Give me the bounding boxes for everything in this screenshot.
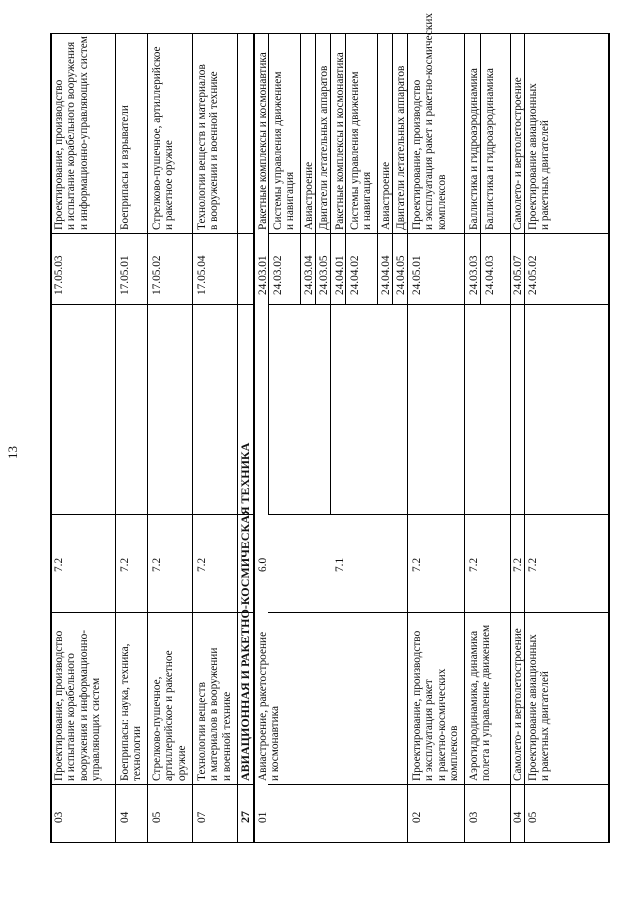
- row-name: Самолето- и вертолетостроение: [512, 628, 524, 781]
- table-bottom-border: [608, 33, 610, 843]
- table-top-border: [50, 33, 52, 843]
- row-spec-code: 17.05.01: [119, 255, 131, 295]
- row-spec-name: Стрелково-пушечное, артиллерийское и ракетное оружие: [151, 46, 176, 230]
- row-level: 7.2: [196, 557, 208, 572]
- row-level: 7.2: [468, 557, 480, 572]
- row-spec-name: Авиастроение: [380, 161, 392, 230]
- row-spec-code: 24.03.05: [318, 255, 330, 295]
- row-name: Технологии веществ и материалов в вооружении и военной технике: [196, 647, 233, 781]
- row-name: Боеприпасы: наука, техника, технологии: [119, 643, 144, 781]
- row-level: 7.2: [512, 557, 524, 572]
- row-divider: [300, 33, 301, 305]
- row-spec-code: 24.05.07: [512, 255, 524, 295]
- row-spec-name: Боеприпасы и взрыватели: [119, 105, 131, 230]
- row-divider: [115, 33, 116, 843]
- row-spec-name: Авиастроение: [303, 161, 315, 230]
- row-spec-code: 24.04.04: [380, 255, 392, 295]
- row-spec-name: Самолето- и вертолетостроение: [512, 77, 524, 230]
- row-spec-code: 17.05.04: [196, 255, 208, 295]
- row-level: 7.2: [151, 557, 163, 572]
- page-number: 13: [5, 446, 20, 459]
- row-spec-code: 24.04.05: [395, 255, 407, 295]
- row-level: 7.1: [334, 557, 346, 572]
- row-spec-name: Ракетные комплексы и космонавтика: [334, 52, 346, 230]
- row-divider: [147, 33, 148, 843]
- column-divider: [50, 612, 253, 613]
- row-level: 7.2: [119, 557, 131, 572]
- column-divider: [268, 304, 610, 305]
- row-spec-name: Системы управления движением и навигация: [349, 71, 374, 230]
- row-spec-code: 24.04.03: [484, 255, 496, 295]
- row-spec-name: Технологии веществ и материалов в вооружении и военной технике: [196, 64, 221, 230]
- row-divider: [192, 33, 193, 843]
- row-spec-name: Ракетные комплексы и космонавтика: [257, 52, 269, 230]
- row-spec-name: Проектирование авиационных и ракетных двигателей: [527, 83, 552, 230]
- row-code: 07: [196, 811, 208, 823]
- row-spec-name: Проектирование, производство и эксплуатация ракет и ракетно-космических комплексов: [411, 12, 448, 230]
- row-spec-name: Баллистика и гидроаэродинамика: [484, 68, 496, 230]
- table-right-border: [50, 33, 610, 34]
- row-spec-code: 24.04.02: [349, 255, 361, 295]
- specialties-table: [50, 12, 610, 843]
- row-spec-code: 24.03.03: [468, 255, 480, 295]
- row-code: 03: [53, 811, 65, 823]
- section-code: 27: [238, 811, 252, 823]
- row-code: 01: [257, 811, 269, 823]
- row-spec-name: Системы управления движением и навигация: [272, 71, 297, 230]
- row-code: 05: [151, 811, 163, 823]
- row-spec-code: 17.05.02: [151, 255, 163, 295]
- row-name: Авиастроение, ракетостроение и космонавтика: [257, 631, 282, 781]
- row-level: 7.2: [411, 557, 423, 572]
- row-spec-code: 24.05.02: [527, 255, 539, 295]
- row-level: 7.2: [53, 557, 65, 572]
- row-spec-code: 24.04.01: [334, 255, 346, 295]
- row-name: Проектирование, производство и испытание корабельного вооружения и информационно- управляющих систем: [53, 629, 103, 781]
- row-name: Стрелково-пушечное, артиллерийское и ракетное оружие: [151, 650, 188, 781]
- row-spec-name: Баллистика и гидроаэродинамика: [468, 68, 480, 230]
- row-code: 04: [512, 811, 524, 823]
- row-spec-code: 17.05.03: [53, 255, 65, 295]
- row-code: 03: [468, 811, 480, 823]
- row-code: 05: [527, 811, 539, 823]
- row-spec-code: 24.05.01: [411, 255, 423, 295]
- column-divider: [268, 514, 610, 515]
- table-left-border: [50, 842, 610, 843]
- column-divider: [50, 784, 253, 785]
- row-divider: [377, 33, 378, 305]
- row-name: Аэрогидродинамика, динамика полета и управление движением: [468, 624, 493, 781]
- row-code: 04: [119, 811, 131, 823]
- row-spec-name: Проектирование, производство и испытание корабельного вооружения и информационно-управляющих систем: [53, 36, 90, 230]
- column-divider: [268, 784, 610, 785]
- row-spec-code: 24.03.04: [303, 255, 315, 295]
- row-name: Проектирование авиационных и ракетных двигателей: [527, 634, 552, 781]
- row-name: Проектирование, производство и эксплуатация ракет и ракетно-космических комплексов: [411, 630, 461, 781]
- row-spec-code: 24.03.02: [272, 255, 284, 295]
- row-divider: [510, 33, 511, 843]
- section-title: АВИАЦИОННАЯ И РАКЕТНО-КОСМИЧЕСКАЯ ТЕХНИКА: [238, 442, 252, 781]
- row-spec-name: Двигатели летательных аппаратов: [318, 65, 330, 230]
- section-divider: [253, 33, 255, 843]
- row-level: 7.2: [527, 557, 539, 572]
- row-divider: [464, 33, 465, 843]
- column-divider: [268, 233, 610, 234]
- row-code: 02: [411, 811, 423, 823]
- column-divider: [50, 304, 253, 305]
- row-spec-code: 24.03.01: [257, 255, 269, 295]
- row-spec-name: Двигатели летательных аппаратов: [395, 65, 407, 230]
- column-divider: [268, 612, 610, 613]
- column-divider: [50, 233, 253, 234]
- row-level: 6.0: [257, 557, 269, 572]
- column-divider: [50, 514, 253, 515]
